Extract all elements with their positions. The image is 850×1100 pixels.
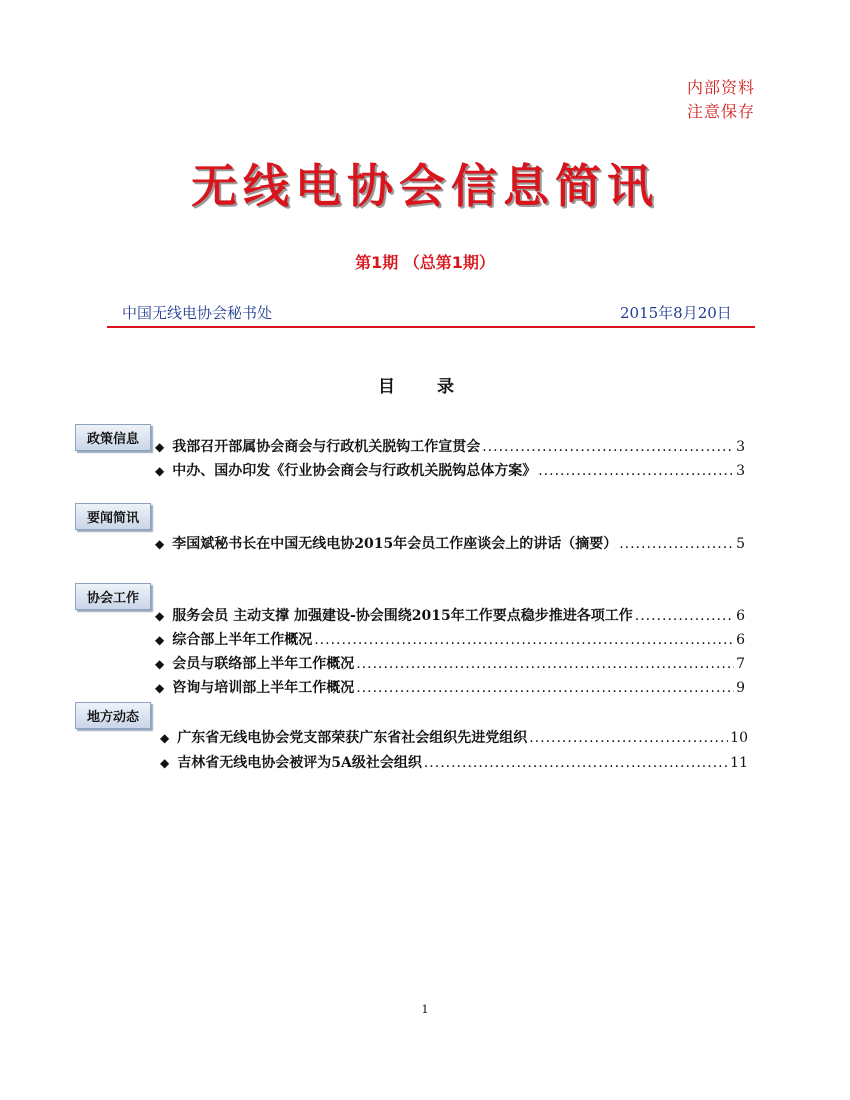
toc-entry-text: 吉林省无线电协会被评为5A级社会组织	[177, 755, 422, 771]
toc-entry-page: 10	[730, 730, 748, 746]
diamond-bullet-icon: ◆	[160, 756, 170, 770]
diamond-bullet-icon: ◆	[155, 440, 165, 454]
toc-entry-page: 6	[736, 608, 745, 624]
toc-entry-page: 7	[736, 656, 745, 672]
toc-entry[interactable]	[155, 630, 745, 650]
diamond-bullet-icon: ◆	[155, 537, 165, 551]
leader-dots	[314, 630, 734, 650]
bulletin-title: 无线电协会信息简讯	[191, 159, 659, 213]
diamond-bullet-icon: ◆	[155, 681, 165, 695]
toc-title: 目 录	[378, 377, 472, 397]
toc-entry-text: 广东省无线电协会党支部荣获广东省社会组织先进党组织	[177, 730, 528, 746]
toc-entry[interactable]	[160, 753, 748, 773]
diamond-bullet-icon: ◆	[155, 464, 165, 478]
issuer-name: 中国无线电协会秘书处	[122, 304, 273, 322]
toc-entry[interactable]	[155, 461, 745, 481]
internal-notice	[687, 76, 755, 124]
diamond-bullet-icon: ◆	[155, 609, 165, 623]
toc-entry[interactable]	[155, 678, 745, 698]
toc-entry[interactable]	[155, 606, 745, 626]
page-number: 1	[421, 1003, 429, 1016]
internal-notice-line2: 注意保存	[686, 102, 755, 121]
toc-entry[interactable]	[155, 534, 745, 554]
toc-entry[interactable]	[155, 654, 745, 674]
toc-entry-text: 我部召开部属协会商会与行政机关脱钩工作宣贯会	[172, 439, 481, 455]
toc-entry-page: 9	[736, 680, 745, 696]
diamond-bullet-icon: ◆	[155, 633, 165, 647]
toc-entry-page: 5	[736, 536, 745, 552]
leader-dots	[529, 728, 728, 748]
issue-date: 2015年8月20日	[620, 304, 732, 322]
toc-entry[interactable]	[155, 437, 745, 457]
toc-entry-page: 3	[736, 463, 745, 479]
category-label-policy: 政策信息	[75, 424, 151, 451]
leader-dots	[482, 437, 734, 457]
leader-dots	[424, 753, 728, 773]
category-label-association-work: 协会工作	[75, 583, 151, 610]
toc-entry[interactable]	[160, 728, 748, 748]
header-divider	[107, 326, 755, 328]
toc-entry-page: 6	[736, 632, 745, 648]
toc-entry-text: 服务会员 主动支撑 加强建设-协会围绕2015年工作要点稳步推进各项工作	[172, 608, 633, 624]
category-label-local-news: 地方动态	[75, 702, 151, 729]
toc-entry-text: 李国斌秘书长在中国无线电协2015年会员工作座谈会上的讲话（摘要）	[172, 536, 618, 552]
issue-number: 第1期 （总第1期）	[355, 253, 495, 272]
category-label-news: 要闻简讯	[75, 503, 151, 530]
diamond-bullet-icon: ◆	[155, 657, 165, 671]
leader-dots	[635, 606, 734, 626]
toc-entry-page: 3	[736, 439, 745, 455]
toc-entry-text: 会员与联络部上半年工作概况	[172, 656, 355, 672]
leader-dots	[619, 534, 734, 554]
toc-entry-text: 咨询与培训部上半年工作概况	[172, 680, 355, 696]
leader-dots	[356, 654, 734, 674]
toc-entry-text: 中办、国办印发《行业协会商会与行政机关脱钩总体方案》	[172, 463, 537, 479]
internal-notice-line1: 内部资料	[686, 78, 755, 97]
leader-dots	[538, 461, 734, 481]
leader-dots	[356, 678, 734, 698]
toc-entry-page: 11	[730, 755, 748, 771]
diamond-bullet-icon: ◆	[160, 731, 170, 745]
toc-entry-text: 综合部上半年工作概况	[172, 632, 313, 648]
